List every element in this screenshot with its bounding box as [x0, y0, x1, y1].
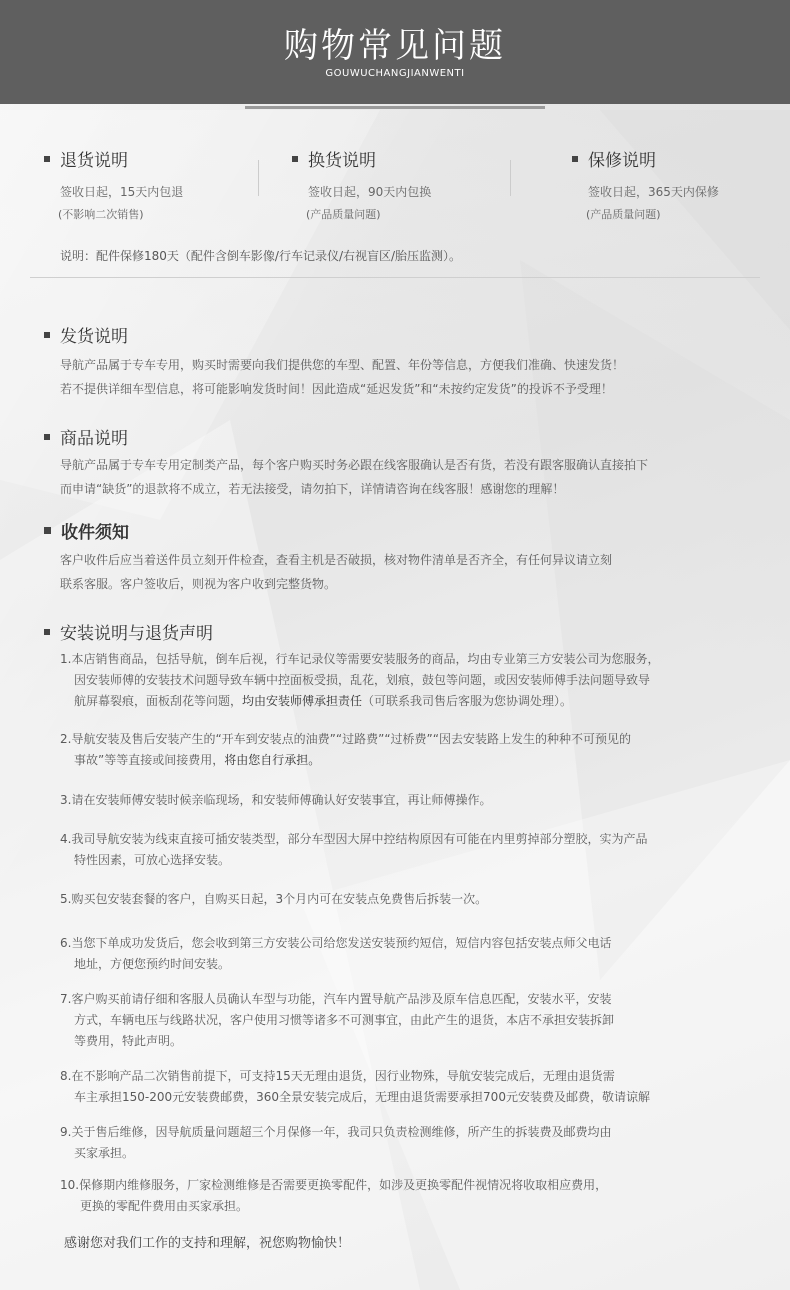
return-policy-term: 签收日起，15天内包退 [60, 185, 184, 199]
bullet-icon [292, 156, 298, 162]
page-subtitle: GOUWUCHANGJIANWENTI [325, 68, 465, 79]
bullet-icon [44, 629, 50, 635]
bullet-icon [44, 434, 50, 440]
product-section-title: 商品说明 [44, 424, 128, 449]
accessory-warranty-note: 说明：配件保修180天（配件含倒车影像/行车记录仪/右视盲区/胎压监测）。 [60, 249, 462, 263]
bullet-icon [44, 156, 50, 162]
receiving-text: 客户收件后应当着送件员立刻开件检查，查看主机是否破损，核对物件清单是否齐全，有任何异议请立刻 联系客服。客户签收后，则视为客户收到完整货物。 [60, 553, 613, 591]
page-title: 购物常见问题 [284, 26, 506, 66]
install-item-7: 7.客户购买前请仔细和客服人员确认车型与功能，汽车内置导航产品涉及原车信息匹配，安装水平，安装 方式，车辆电压与线路状况，客户使用习惯等诸多不可测事宜，由此产生的退货，本店不承担安装拆卸 等费用，特此声明。 [60, 992, 615, 1048]
return-policy-title: 退货说明 [60, 151, 128, 171]
return-policy-condition: (不影响二次销售) [58, 208, 144, 221]
install-item-5: 5.购买包安装套餐的客户，自购买日起，3个月内可在安装点免费售后拆装一次。 [60, 892, 488, 906]
exchange-policy-term: 签收日起，90天内包换 [308, 185, 432, 199]
responsibility-highlight: 均由安装师傅承担责任 [242, 694, 363, 708]
exchange-policy-title: 换货说明 [308, 151, 376, 171]
product-text: 导航产品属于专车专用定制类产品，每个客户购买时务必跟在线客服确认是否有货，若没有跟客服确认直接拍下 而申请“缺货”的退款将不成立，若无法接受，请勿拍下，详情请咨询在线客服！感谢您的理解！ [60, 458, 649, 496]
warranty-policy-condition: (产品质量问题) [586, 208, 661, 221]
install-item-9: 9.关于售后维修，因导航质量问题超三个月保修一年，我司只负责检测维修，所产生的拆装费及邮费均由 买家承担。 [60, 1125, 612, 1160]
install-item-3: 3.请在安装师傅安装时候亲临现场，和安装师傅确认好安装事宜，再让师傅操作。 [60, 793, 492, 807]
exchange-policy [292, 146, 431, 222]
receiving-section-title: 收件须知 [44, 518, 129, 543]
bullet-icon [44, 527, 51, 534]
install-item-6: 6.当您下单成功发货后，您会收到第三方安装公司给您发送安装预约短信，短信内容包括安装点师父电话 地址，方便您预约时间安装。 [60, 936, 612, 971]
exchange-policy-condition: (产品质量问题) [306, 208, 381, 221]
install-item-1: 1.本店销售商品，包括导航，倒车后视，行车记录仪等需要安装服务的商品，均由专业第三方安装公司为您服务， 因安装师傅的安装技术问题导致车辆中控面板受损，乱花，划痕，鼓包等问题，或因安装师傅手法问题导致导 航屏幕裂痕，面板刮花等问题，均由安装师傅承担责任（可联系我司售后客服为您协调处理）。 [60, 652, 660, 708]
self-pay-highlight: 将由您自行承担。 [224, 753, 321, 767]
install-section-title: 安装说明与退货声明 [44, 619, 213, 644]
bullet-icon [44, 332, 50, 338]
warranty-policy-term: 签收日起，365天内保修 [588, 185, 719, 199]
install-item-4: 4.我司导航安装为线束直接可插安装类型，部分车型因大屏中控结构原因有可能在内里剪掉部分塑胶，实为产品 特性因素，可放心选择安装。 [60, 832, 648, 867]
policy-divider [510, 160, 511, 196]
install-item-2: 2.导航安装及售后安装产生的“开车到安装点的油费”“过路费”“过桥费”“因去安装路上发生的种种不可预见的 事故”等等直接或间接费用，将由您自行承担。 [60, 732, 631, 767]
header-underline [245, 106, 545, 109]
install-item-8: 8.在不影响产品二次销售前提下，可支持15天无理由退货，因行业物殊，导航安装完成后，无理由退货需 车主承担150-200元安装费邮费，360全景安装完成后，无理由退货需要承担700元安装费及邮费，敬请谅解 [60, 1069, 650, 1104]
policy-divider [258, 160, 259, 196]
section-divider [30, 277, 760, 278]
warranty-policy [572, 146, 719, 222]
return-policy [44, 146, 183, 222]
shipping-text: 导航产品属于专车专用，购买时需要向我们提供您的车型、配置、年份等信息，方便我们准确、快速发货！ 若不提供详细车型信息，将可能影响发货时间！因此造成“延迟发货”和“未按约定发货”的投诉不予受理！ [60, 358, 625, 396]
bullet-icon [572, 156, 578, 162]
closing-thanks: 感谢您对我们工作的支持和理解，祝您购物愉快！ [64, 1236, 351, 1251]
install-item-10: 10.保修期内维修服务，厂家检测维修是否需要更换零配件，如涉及更换零配件视情况将收取相应费用， 更换的零配件费用由买家承担。 [60, 1178, 608, 1213]
warranty-policy-title: 保修说明 [588, 151, 656, 171]
shipping-section-title: 发货说明 [44, 322, 128, 347]
page-header [0, 0, 790, 104]
